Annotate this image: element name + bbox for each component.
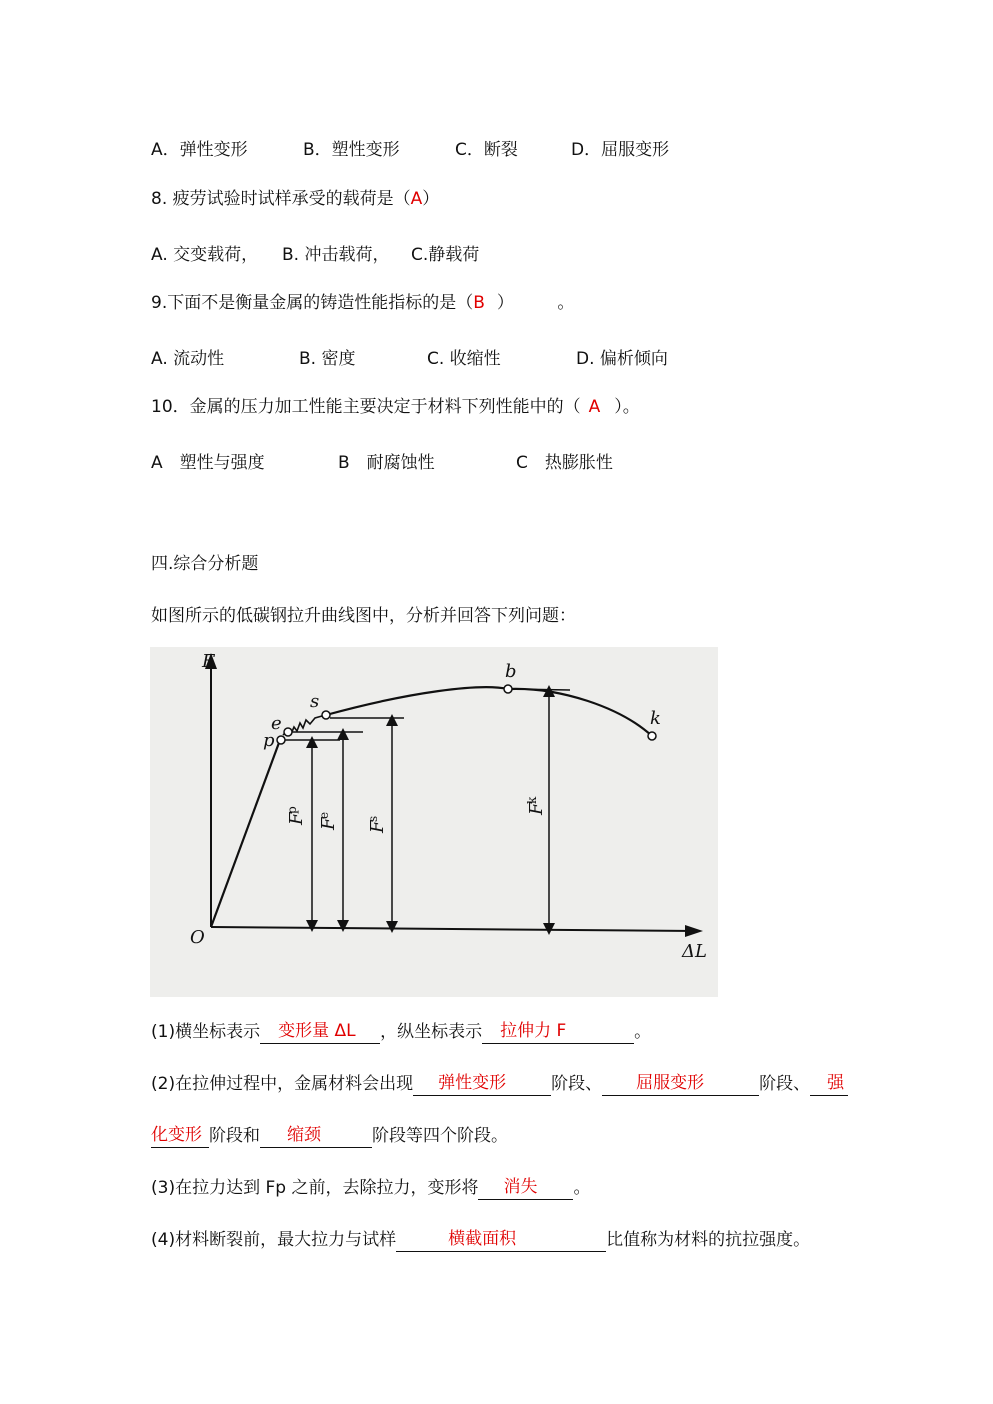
fp-label-main: F	[286, 812, 307, 825]
q10-stem-close: ）。	[614, 397, 640, 417]
q8-answer: A	[410, 189, 423, 209]
a2-blank-3a	[810, 1073, 848, 1096]
answer-3	[151, 1176, 590, 1200]
q9-option-a: A. 流动性	[151, 349, 225, 369]
q8-option-c: C.静载荷	[411, 245, 480, 265]
a3-answer: 消失	[503, 1177, 538, 1197]
q7-option-c: C．断裂	[455, 140, 518, 160]
a2-answer-3b: 化变形	[151, 1125, 202, 1145]
a2-suffix: 阶段等四个阶段。	[372, 1126, 508, 1146]
a1-answer-1: 变形量 ΔL	[278, 1021, 356, 1041]
q9-option-c: C. 收缩性	[427, 349, 501, 369]
a2-prefix: (2)在拉伸过程中，金属材料会出现	[151, 1074, 414, 1094]
q7-option-d: D．屈服变形	[571, 140, 670, 160]
label-k: k	[650, 708, 661, 729]
hardening-curve	[326, 687, 652, 736]
elastic-line	[211, 740, 280, 927]
fk-label-sub: k	[525, 796, 539, 804]
q10-option-a: A 塑性与强度	[151, 453, 265, 473]
q9-option-d: D. 偏析倾向	[576, 349, 668, 369]
q9-answer: B	[473, 293, 485, 313]
answer-2-line1	[151, 1072, 848, 1096]
origin-label: O	[190, 927, 205, 948]
tensile-curve-figure	[150, 647, 718, 997]
q8-stem-text: 8. 疲劳试验时试样承受的载荷是（	[151, 189, 411, 209]
a2-answer-1: 弹性变形	[438, 1073, 507, 1093]
a3-prefix: (3)在拉力达到 Fp 之前，去除拉力，变形将	[151, 1178, 479, 1198]
a2-blank-2	[602, 1073, 759, 1096]
a2-mid-3: 阶段和	[209, 1126, 260, 1146]
fe-label-sub: e	[317, 811, 331, 819]
answer-4	[151, 1228, 810, 1252]
x-axis	[211, 927, 695, 931]
fs-label	[366, 816, 388, 834]
q10-answer: A	[588, 397, 601, 417]
fe-label	[317, 812, 339, 831]
q9-stem-tail: 。	[557, 293, 575, 313]
section-title: 四.综合分析题	[151, 554, 259, 574]
fe-label-main: F	[318, 817, 339, 830]
a3-suffix: 。	[573, 1178, 591, 1198]
fp-label	[285, 806, 307, 826]
a2-blank-1	[413, 1073, 551, 1096]
point-s	[322, 711, 330, 719]
a1-suffix: 。	[634, 1022, 652, 1042]
q10-option-b: B 耐腐蚀性	[338, 453, 435, 473]
q10-stem-text: 10．金属的压力加工性能主要决定于材料下列性能中的（	[151, 397, 581, 417]
a1-answer-2: 拉伸力 F	[500, 1021, 567, 1041]
q7-option-a: A．弹性变形	[151, 140, 248, 160]
a1-blank-2	[482, 1021, 634, 1044]
q8-option-a: A. 交变载荷，	[151, 245, 259, 265]
tensile-curve-svg	[150, 647, 718, 997]
q7-option-b: B．塑性变形	[303, 140, 400, 160]
a1-mid: ，纵坐标表示	[380, 1022, 483, 1042]
x-axis-label: ΔL	[682, 941, 707, 962]
a4-answer: 横截面积	[448, 1229, 517, 1249]
a2-blank-3b	[151, 1125, 209, 1148]
a1-blank-1	[260, 1021, 380, 1044]
y-axis-label: F	[202, 651, 215, 672]
section-intro: 如图所示的低碳钢拉升曲线图中，分析并回答下列问题：	[151, 606, 576, 626]
q8-option-b: B. 冲击载荷，	[282, 245, 390, 265]
label-s: s	[310, 691, 320, 712]
q10-stem	[151, 395, 640, 419]
q9-option-b: B. 密度	[299, 349, 356, 369]
point-e	[284, 728, 292, 736]
answer-2-line2	[151, 1124, 508, 1148]
a2-mid-2: 阶段、	[759, 1074, 811, 1094]
a2-answer-2: 屈服变形	[636, 1073, 705, 1093]
q9-stem-text: 9.下面不是衡量金属的铸造性能指标的是（	[151, 293, 474, 313]
q9-stem	[151, 291, 574, 315]
point-b	[504, 685, 512, 693]
label-p: p	[263, 730, 275, 751]
q9-stem-close: ）	[496, 293, 506, 313]
a4-blank	[396, 1229, 606, 1252]
x-axis-arrow	[685, 925, 703, 937]
point-p	[277, 736, 285, 744]
label-e: e	[271, 713, 282, 734]
a2-answer-3a: 强	[827, 1073, 845, 1093]
q10-option-c: C 热膨胀性	[516, 453, 613, 473]
point-k	[648, 732, 656, 740]
a4-suffix: 比值称为材料的抗拉强度。	[606, 1230, 811, 1250]
q8-stem-close: ）	[422, 189, 440, 209]
a2-mid-1: 阶段、	[551, 1074, 603, 1094]
q8-stem	[151, 187, 439, 211]
fs-label-sub: s	[366, 815, 380, 822]
a1-prefix: (1)横坐标表示	[151, 1022, 261, 1042]
answer-1	[151, 1020, 651, 1044]
a3-blank	[478, 1177, 573, 1200]
a4-prefix: (4)材料断裂前，最大拉力与试样	[151, 1230, 397, 1250]
fk-level-line	[512, 689, 570, 690]
fk-label	[525, 796, 547, 816]
label-b: b	[505, 661, 517, 682]
a2-blank-4	[260, 1125, 372, 1148]
fk-label-main: F	[526, 802, 547, 815]
fs-label-main: F	[367, 820, 388, 833]
a2-answer-4: 缩颈	[287, 1125, 321, 1145]
fp-label-sub: p	[285, 806, 299, 814]
